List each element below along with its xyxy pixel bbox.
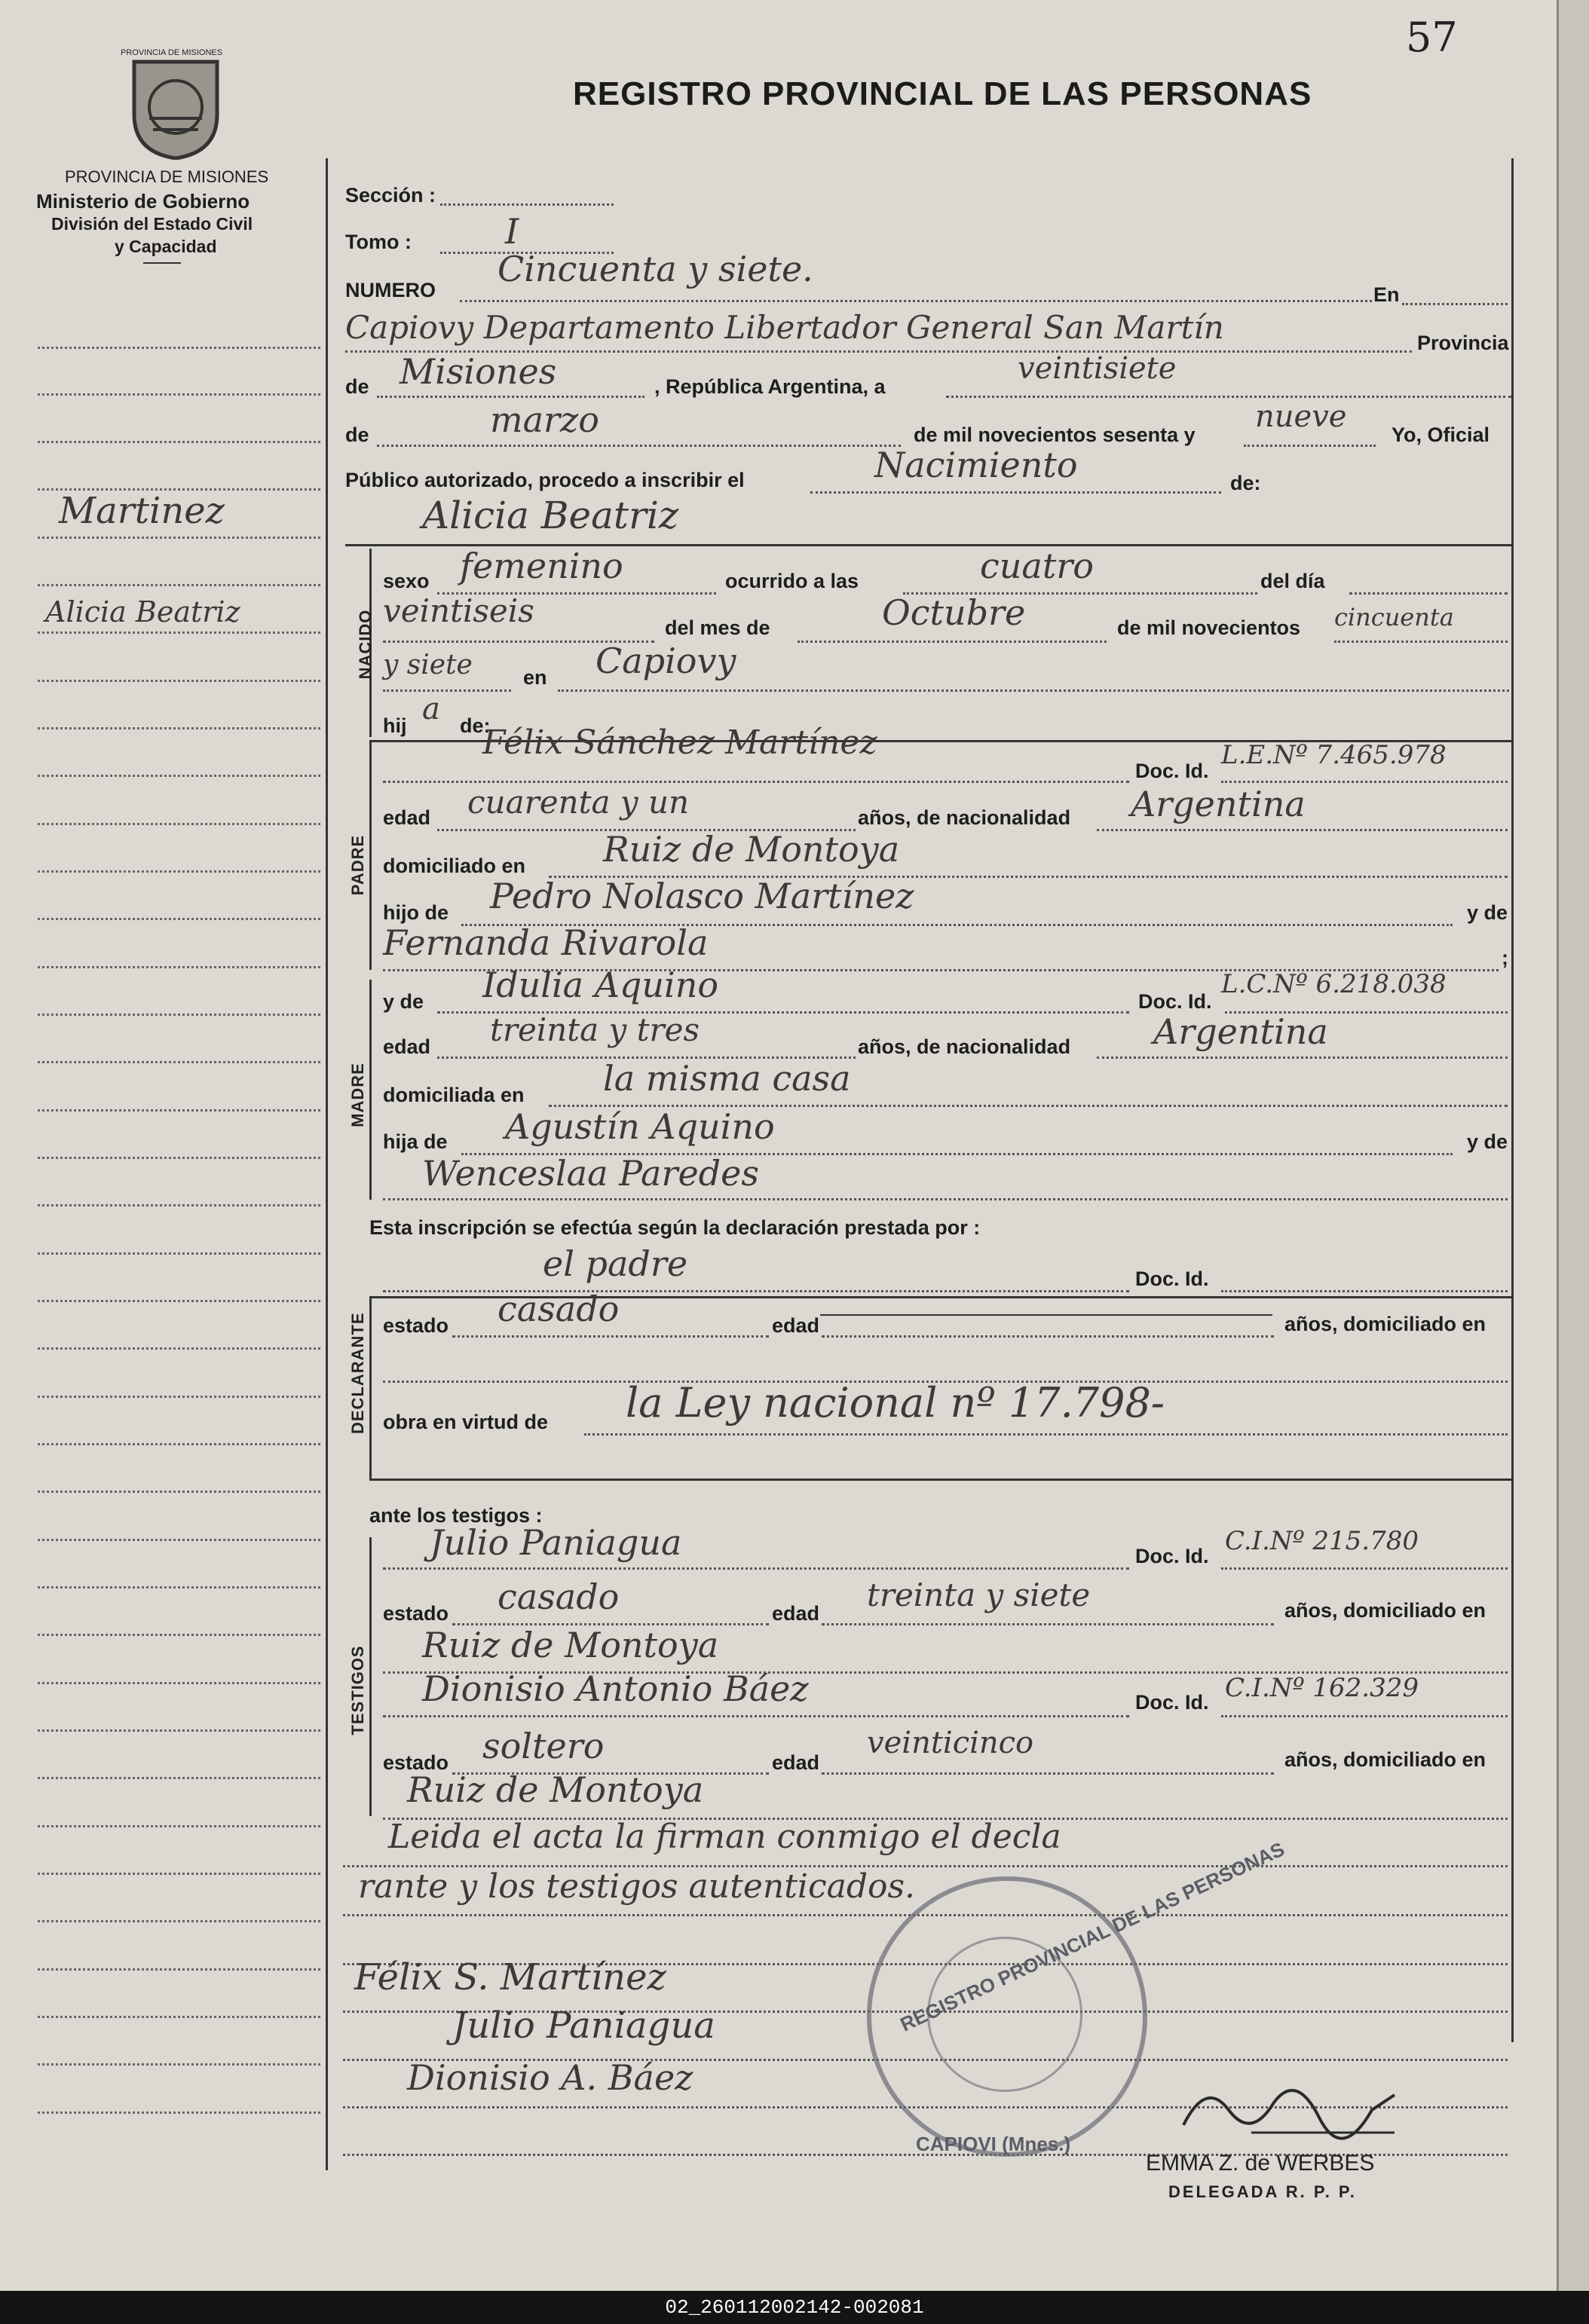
numero-value: Cincuenta y siete.: [498, 249, 813, 289]
testigo1-edad-value: treinta y siete: [867, 1576, 1091, 1613]
testigo1-anos-label: años, domiciliado en: [1284, 1599, 1486, 1622]
de-mil-label: de mil novecientos sesenta y: [914, 424, 1196, 446]
provincia-label: Provincia: [1417, 332, 1509, 354]
testigo1-estado-value: casado: [498, 1576, 620, 1617]
testigo2-nombre-value: Dionisio Antonio Báez: [422, 1668, 809, 1709]
testigo1-nombre-value: Julio Paniagua: [430, 1522, 682, 1563]
anio-nacimiento-value: cincuenta: [1334, 603, 1454, 631]
madre-doc-value: L.C.Nº 6.218.038: [1221, 969, 1447, 999]
testigo1-edad-label: edad: [772, 1602, 820, 1625]
nacido-section-label: NACIDO: [356, 609, 375, 680]
testigo2-anos-label: años, domiciliado en: [1284, 1748, 1486, 1771]
org-line-4: y Capacidad: [115, 237, 217, 256]
publico-label: Público autorizado, procedo a inscribir el: [345, 469, 745, 491]
madre-anos-label: años, de nacionalidad: [858, 1035, 1071, 1058]
padre-hijo-de-label: hijo de: [383, 901, 449, 924]
page-title: REGISTRO PROVINCIAL DE LAS PERSONAS: [573, 75, 1312, 112]
obra-label: obra en virtud de: [383, 1411, 549, 1433]
testigo2-estado-label: estado: [383, 1751, 449, 1774]
sexo-value: femenino: [460, 546, 623, 586]
madre-section-label: MADRE: [348, 1063, 367, 1127]
declarante-doc-label: Doc. Id.: [1135, 1267, 1209, 1290]
padre-domicilio-label: domiciliado en: [383, 855, 526, 877]
sexo-label: sexo: [383, 570, 430, 592]
adjacent-page-edge: [1557, 0, 1589, 2291]
yo-oficial-label: Yo, Oficial: [1392, 424, 1490, 446]
org-line-2: Ministerio de Gobierno: [36, 190, 250, 213]
padre-doc-value: L.E.Nº 7.465.978: [1221, 740, 1447, 770]
margin-given-names: Alicia Beatriz: [45, 595, 240, 628]
inscripcion-label: Esta inscripción se efectúa según la declaración prestada por :: [369, 1216, 981, 1239]
declarante-section-label: DECLARANTE: [348, 1312, 367, 1434]
numero-label: NUMERO: [345, 279, 436, 301]
de-colon-label: de:: [1230, 472, 1261, 494]
official-name: EMMA Z. de WERBES: [1146, 2151, 1375, 2176]
hij-de-label: de:: [460, 714, 491, 737]
dia-nacimiento-value: veintiseis: [383, 592, 534, 629]
madre-domicilio-value: la misma casa: [603, 1058, 851, 1099]
madre-hija-de-value: Agustín Aquino: [505, 1106, 775, 1147]
seccion-field: [440, 203, 614, 206]
testigo2-edad-label: edad: [772, 1751, 820, 1774]
padre-hijo-de-value: Pedro Nolasco Martínez: [490, 876, 914, 916]
signature-testigo-1: Julio Paniagua: [452, 2004, 715, 2047]
testigo1-estado-label: estado: [383, 1602, 449, 1625]
de-mil-nov-label: de mil novecientos: [1117, 616, 1301, 639]
lugar-value: Capiovy Departamento Libertador General San Martín: [345, 309, 1224, 346]
provincia-value: Misiones: [400, 351, 557, 392]
ocurrido-label: ocurrido a las: [725, 570, 859, 592]
declarante-estado-value: casado: [498, 1289, 620, 1329]
seccion-label: Sección :: [345, 184, 436, 206]
del-mes-label: del mes de: [665, 616, 770, 639]
testigo2-edad-value: veinticinco: [867, 1726, 1034, 1760]
testigo1-doc-label: Doc. Id.: [1135, 1545, 1209, 1567]
madre-y-de-label-2: y de: [1467, 1130, 1508, 1153]
ante-testigos-label: ante los testigos :: [369, 1504, 543, 1527]
acto-value: Nacimiento: [874, 445, 1078, 485]
de-label: de: [345, 375, 369, 398]
padre-domicilio-value: Ruiz de Montoya: [603, 829, 900, 870]
del-dia-label: del día: [1260, 570, 1325, 592]
margin-divider: [326, 158, 328, 2170]
nota-linea-1: Leida el acta la firman conmigo el decla: [388, 1818, 1061, 1856]
madre-y-de-value: Wenceslaa Paredes: [422, 1153, 759, 1194]
testigo2-estado-value: soltero: [482, 1726, 605, 1766]
official-title: DELEGADA R. P. P.: [1168, 2182, 1357, 2201]
padre-y-de-value: Fernanda Rivarola: [383, 922, 709, 963]
testigo1-doc-value: C.I.Nº 215.780: [1225, 1526, 1419, 1556]
hora-value: cuatro: [980, 546, 1094, 586]
madre-domicilio-label: domiciliada en: [383, 1084, 525, 1106]
mes-nacimiento-value: Octubre: [882, 592, 1026, 633]
madre-edad-value: treinta y tres: [490, 1011, 700, 1048]
en-lc-label: en: [523, 666, 547, 689]
de-label-2: de: [345, 424, 369, 446]
signature-testigo-2: Dionisio A. Báez: [407, 2057, 693, 2098]
padre-anos-label: años, de nacionalidad: [858, 806, 1071, 829]
nota-linea-2: rante y los testigos autenticados.: [358, 1867, 916, 1906]
padre-edad-label: edad: [383, 806, 431, 829]
official-signature-icon: [1176, 2065, 1402, 2148]
testigo2-domicilio-value: Ruiz de Montoya: [407, 1769, 704, 1810]
republica-label: , República Argentina, a: [654, 375, 886, 398]
margin-surname: Martinez: [59, 490, 225, 532]
image-id-footer: 02_260112002142-002081: [0, 2291, 1589, 2324]
lugar-nacimiento-value: Capiovy: [595, 641, 736, 681]
page-number: 57: [1406, 14, 1458, 61]
seal-text: PROVINCIA DE MISIONES: [121, 48, 223, 57]
madre-y-de-label: y de: [383, 990, 424, 1013]
anio-value: nueve: [1255, 399, 1347, 434]
declarante-estado-label: estado: [383, 1314, 449, 1337]
nombre-value: Alicia Beatriz: [422, 494, 679, 537]
testigo1-domicilio-value: Ruiz de Montoya: [422, 1625, 719, 1665]
org-line-1: PROVINCIA DE MISIONES: [65, 167, 269, 186]
mes-registro-value: marzo: [490, 399, 599, 440]
declarante-nombre-value: el padre: [543, 1243, 688, 1284]
madre-edad-label: edad: [383, 1035, 431, 1058]
declarante-edad-label: edad: [772, 1314, 820, 1337]
madre-nacionalidad-value: Argentina: [1153, 1011, 1328, 1052]
stamp-text: REGISTRO PROVINCIAL DE LAS PERSONAS: [896, 1837, 1288, 2036]
padre-doc-label: Doc. Id.: [1135, 760, 1209, 782]
signature-declarante: Félix S. Martínez: [354, 1956, 666, 1998]
madre-nombre-value: Idulia Aquino: [482, 965, 719, 1005]
stamp-place: CAPIOVI (Mnes.): [916, 2133, 1071, 2155]
declarante-anos-label: años, domiciliado en: [1284, 1313, 1486, 1335]
dia-registro-value: veintisiete: [1018, 351, 1177, 386]
madre-doc-label: Doc. Id.: [1138, 990, 1212, 1013]
testigo2-doc-value: C.I.Nº 162.329: [1225, 1673, 1419, 1703]
testigo2-doc-label: Doc. Id.: [1135, 1691, 1209, 1714]
provincial-seal-icon: [119, 47, 232, 160]
hij-label: hij: [383, 714, 407, 737]
padre-nacionalidad-value: Argentina: [1131, 784, 1306, 824]
tomo-label: Tomo :: [345, 231, 412, 253]
en-label: En: [1373, 283, 1400, 306]
padre-nombre-value: Félix Sánchez Martínez: [482, 723, 877, 762]
hij-value: a: [422, 692, 440, 726]
testigos-section-label: TESTIGOS: [348, 1645, 367, 1735]
semicolon: ;: [1502, 946, 1508, 969]
padre-y-de-label: y de: [1467, 901, 1508, 924]
madre-hija-de-label: hija de: [383, 1130, 448, 1153]
obra-value: la Ley nacional nº 17.798-: [626, 1379, 1165, 1427]
padre-section-label: PADRE: [348, 834, 367, 896]
anio-nacimiento-2-value: y siete: [383, 650, 473, 680]
padre-edad-value: cuarenta y un: [467, 784, 690, 821]
org-line-3: División del Estado Civil: [51, 214, 253, 234]
tomo-value: I: [505, 211, 519, 252]
